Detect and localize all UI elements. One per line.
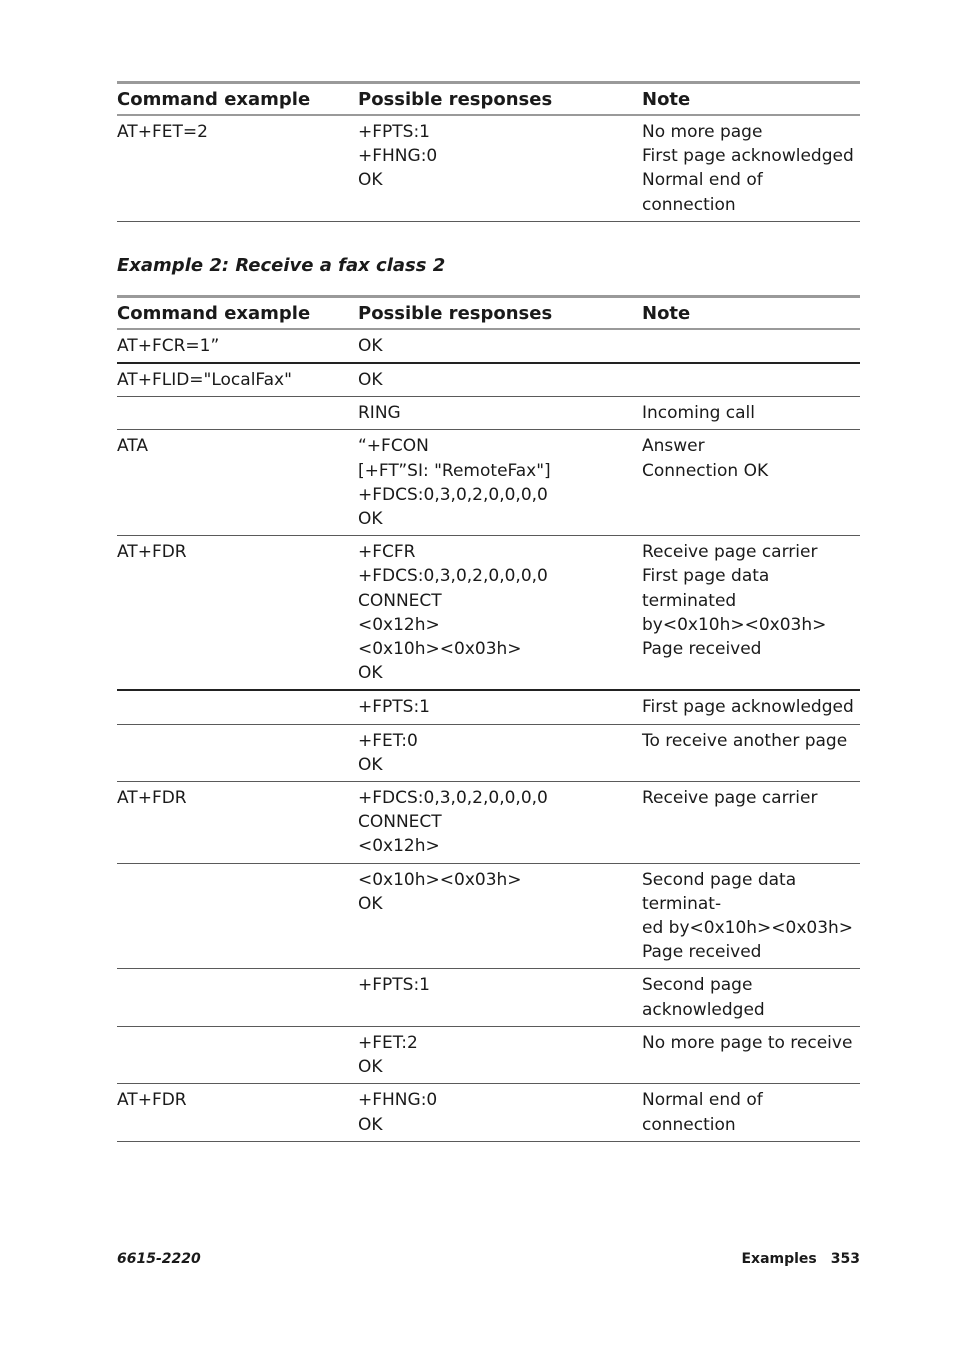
table-row	[117, 969, 860, 1026]
example-heading: Example 2: Receive a fax class 2	[117, 254, 446, 276]
command-cell: AT+FET=2	[117, 115, 358, 221]
header-possible-responses: Possible responses	[358, 83, 642, 116]
responses-cell: +FPTS:1	[358, 969, 642, 1026]
note-cell: Second page acknowledged	[642, 969, 860, 1026]
command-cell: AT+FCR=1”	[117, 329, 358, 363]
responses-cell: +FCFR +FDCS:0,3,0,2,0,0,0,0 CONNECT <0x12h> <0x10h><0x03h> OK	[358, 536, 642, 691]
note-cell	[642, 329, 860, 363]
command-cell: AT+FLID="LocalFax"	[117, 363, 358, 397]
table-row	[117, 536, 860, 691]
responses-cell: +FHNG:0 OK	[358, 1084, 642, 1141]
header-command-example: Command example	[117, 83, 358, 116]
command-cell	[117, 1026, 358, 1083]
command-cell	[117, 863, 358, 969]
note-cell: No more page to receive	[642, 1026, 860, 1083]
command-cell	[117, 397, 358, 430]
note-cell: Receive page carrier First page data terminated by<0x10h><0x03h> Page received	[642, 536, 860, 691]
table-row	[117, 1026, 860, 1083]
command-cell	[117, 724, 358, 781]
command-cell: AT+FDR	[117, 1084, 358, 1141]
responses-cell: +FDCS:0,3,0,2,0,0,0,0 CONNECT <0x12h>	[358, 782, 642, 864]
command-table-2	[117, 295, 860, 1142]
note-cell: Incoming call	[642, 397, 860, 430]
table-row	[117, 363, 860, 397]
responses-cell: +FPTS:1 +FHNG:0 OK	[358, 115, 642, 221]
note-cell: To receive another page	[642, 724, 860, 781]
command-cell: AT+FDR	[117, 782, 358, 864]
command-cell	[117, 969, 358, 1026]
responses-cell: OK	[358, 363, 642, 397]
note-cell: No more page First page acknowledged Normal end of connection	[642, 115, 860, 221]
page-number: 353	[830, 1251, 860, 1267]
responses-cell: “+FCON [+FT”SI: "RemoteFax"] +FDCS:0,3,0,2,0,0,0,0 OK	[358, 430, 642, 536]
footer-right	[741, 1251, 860, 1267]
header-command-example: Command example	[117, 296, 358, 329]
table-header-row	[117, 83, 860, 116]
table-row	[117, 782, 860, 864]
table-row	[117, 863, 860, 969]
header-note: Note	[642, 296, 860, 329]
header-note: Note	[642, 83, 860, 116]
note-cell: Second page data terminat- ed by<0x10h><0x03h> Page received	[642, 863, 860, 969]
responses-cell: RING	[358, 397, 642, 430]
responses-cell: +FET:0 OK	[358, 724, 642, 781]
responses-cell: +FET:2 OK	[358, 1026, 642, 1083]
note-cell: Receive page carrier	[642, 782, 860, 864]
table-row	[117, 397, 860, 430]
table-row	[117, 1084, 860, 1141]
note-cell: Normal end of connection	[642, 1084, 860, 1141]
responses-cell: +FPTS:1	[358, 690, 642, 724]
responses-cell: <0x10h><0x03h> OK	[358, 863, 642, 969]
command-cell: ATA	[117, 430, 358, 536]
section-name: Examples	[741, 1251, 817, 1267]
table-row	[117, 115, 860, 221]
header-possible-responses: Possible responses	[358, 296, 642, 329]
table-row	[117, 329, 860, 363]
command-cell: AT+FDR	[117, 536, 358, 691]
command-cell	[117, 690, 358, 724]
table-row	[117, 724, 860, 781]
table-row	[117, 690, 860, 724]
note-cell	[642, 363, 860, 397]
document-number: 6615-2220	[117, 1251, 201, 1267]
table-header-row	[117, 296, 860, 329]
command-table-1	[117, 81, 860, 222]
note-cell: First page acknowledged	[642, 690, 860, 724]
table-row	[117, 430, 860, 536]
page-content	[117, 81, 860, 1142]
note-cell: Answer Connection OK	[642, 430, 860, 536]
responses-cell: OK	[358, 329, 642, 363]
